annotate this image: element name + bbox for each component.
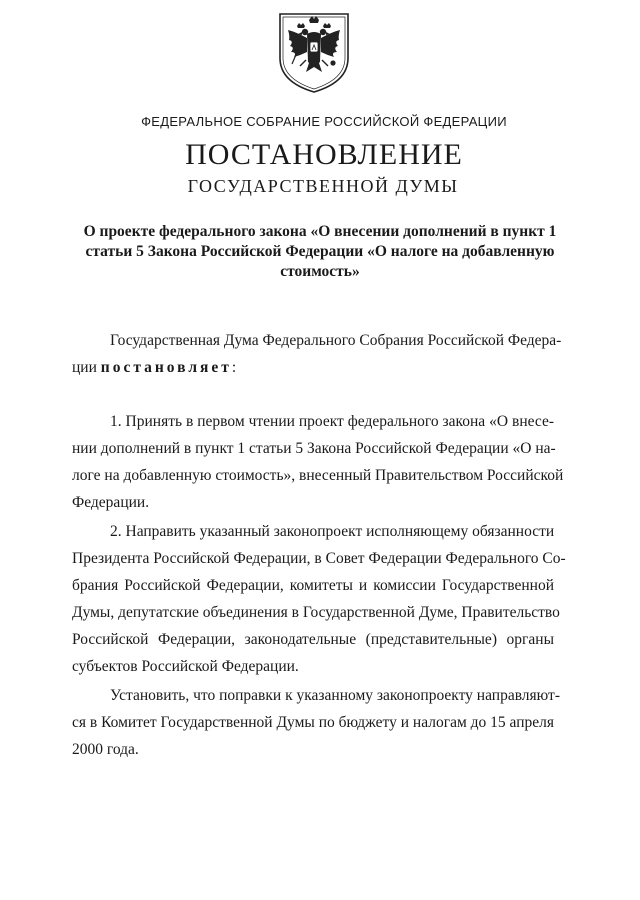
document-type: ПОСТАНОВЛЕНИЕ [185,138,463,171]
paragraph-line: Думы, депутатские объединения в Государственной Думе, Правительство [72,604,560,621]
item-1-paragraph [72,408,564,516]
document-subject [80,222,560,282]
decree-colon: : [231,359,237,376]
paragraph-line: Президента Российской Федерации, в Совет Федерации Федерального Со- [72,550,566,567]
paragraph-line: Российской Федерации, законодательные (представительные) органы [72,631,554,648]
paragraph-line: Государственная Дума Федерального Собрания Российской Федера- [110,332,562,349]
intro-paragraph [72,327,562,381]
paragraph-line: 1. Принять в первом чтении проект федерального закона «О внесе- [110,413,554,430]
paragraph-line: Федерации. [72,494,150,511]
assembly-title: ФЕДЕРАЛЬНОЕ СОБРАНИЕ РОССИЙСКОЙ ФЕДЕРАЦИИ [141,114,507,129]
subject-line: статьи 5 Закона Российской Федерации «О налоге на добавленную [85,243,555,260]
paragraph-line: субъектов Российской Федерации. [72,658,299,675]
paragraph-line: логе на добавленную стоимость», внесенный Правительством Российской [72,467,564,484]
paragraph-line [72,354,554,381]
paragraph-line: ся в Комитет Государственной Думы по бюджету и налогам до 15 апреля [72,714,554,731]
subject-line: О проекте федерального закона «О внесении дополнений в пункт 1 [83,223,557,240]
paragraph-line: 2. Направить указанный законопроект исполняющему обязанности [110,523,555,540]
russian-coat-of-arms-icon [276,6,352,94]
paragraph-line: брания Российской Федерации, комитеты и комиссии Государственной [72,577,554,594]
item-2-paragraph [72,518,566,680]
issuer-name: ГОСУДАРСТВЕННОЙ ДУМЫ [187,176,459,196]
paragraph-line: 2000 года. [72,741,139,758]
subject-line: стоимость» [280,263,360,280]
paragraph-line-text: ции [72,359,101,376]
paragraph-line: Установить, что поправки к указанному законопроекту направляют- [110,687,560,704]
amendments-paragraph [72,682,560,763]
paragraph-line: нии дополнений в пункт 1 статьи 5 Закона Российской Федерации «О на- [72,440,556,457]
decree-word: постановляет [100,359,232,376]
